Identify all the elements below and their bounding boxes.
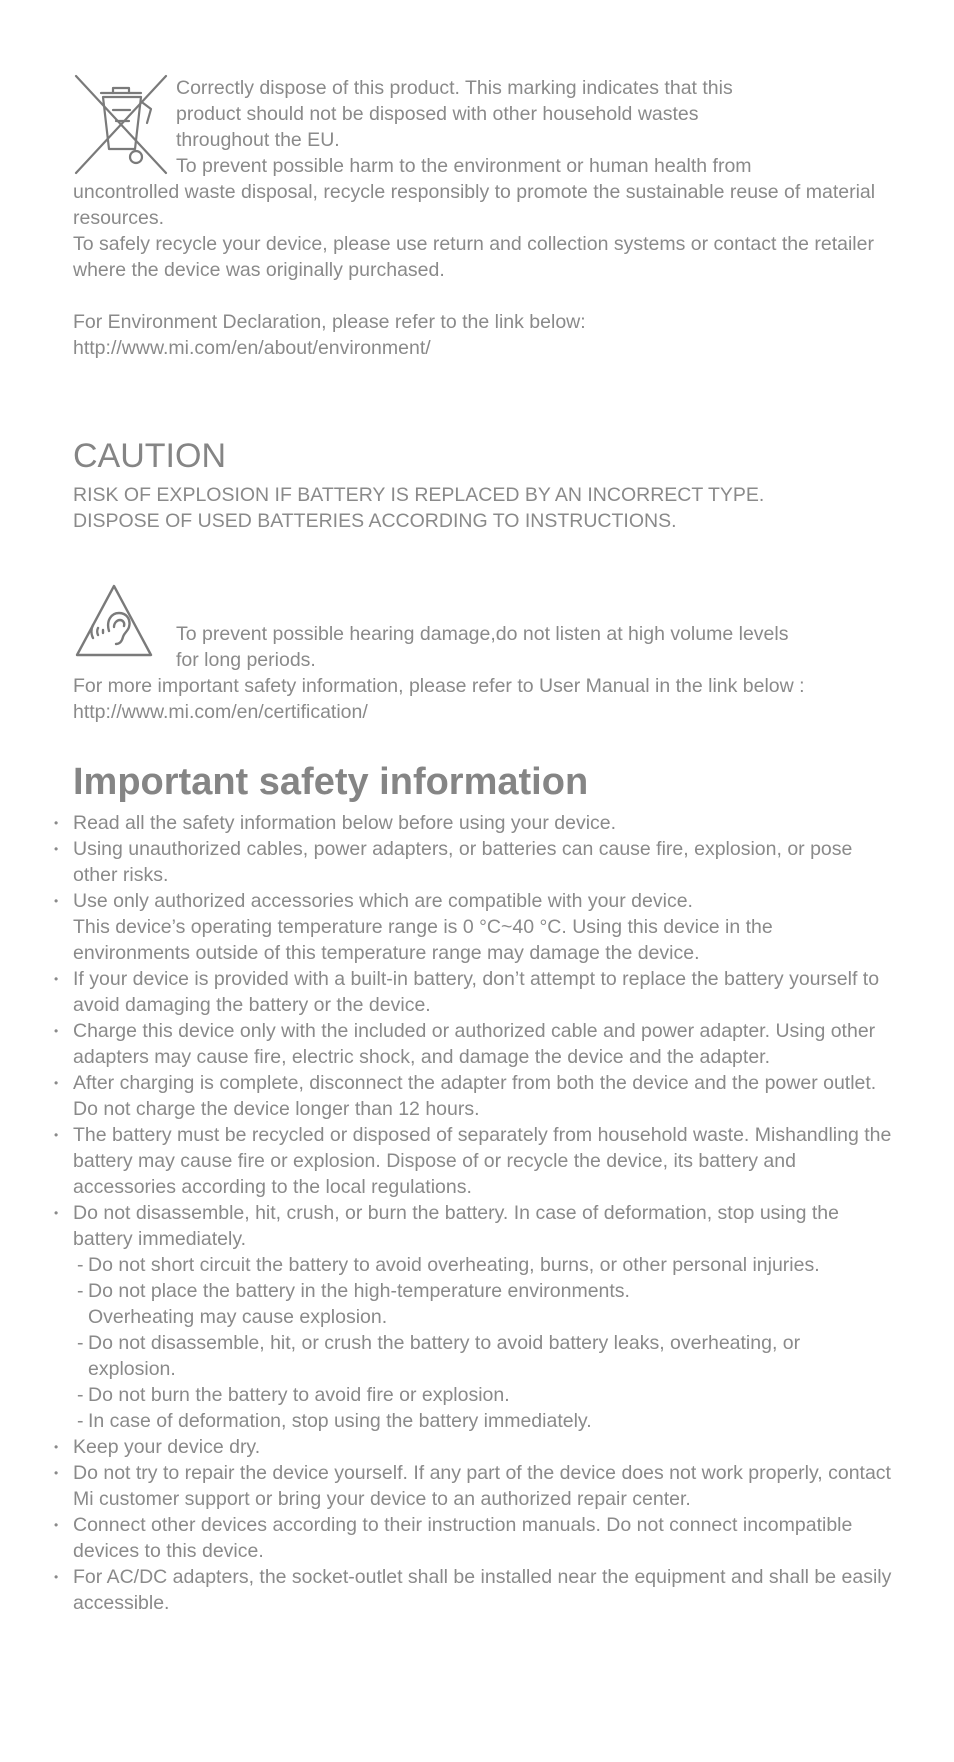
safety-title: Important safety information: [73, 761, 589, 803]
sub-list-item-text: Overheating may cause explosion.: [88, 1306, 388, 1328]
sub-list-item: [88, 1278, 893, 1330]
list-item: • Keep your device dry.: [73, 1434, 893, 1460]
list-item-text: Use only authorized accessories which are compatible with your device.: [73, 890, 693, 912]
weee-paragraph-continued: uncontrolled waste disposal, recycle responsibly to promote the sustainable reuse of material resources.: [73, 181, 876, 229]
weee-line-3: throughout the EU.: [176, 129, 340, 151]
battery-sublist: [73, 1252, 893, 1434]
list-item-text: Do not disassemble, hit, crush, or burn the battery. In case of deformation, stop using the battery immediately.: [73, 1202, 839, 1250]
hearing-line-1: To prevent possible hearing damage,do not listen at high volume levels: [176, 623, 789, 645]
sub-list-item: - Do not disassemble, hit, or crush the battery to avoid battery leaks, overheating, or explosion.: [88, 1330, 893, 1382]
weee-disposal-section: [73, 75, 893, 361]
crossed-out-wheelie-bin-icon: [73, 73, 169, 179]
sub-list-item: - Do not short circuit the battery to avoid overheating, burns, or other personal injuries.: [88, 1252, 893, 1278]
sub-list-item: - Do not burn the battery to avoid fire or explosion.: [88, 1382, 893, 1408]
sub-list-item: - In case of deformation, stop using the battery immediately.: [88, 1408, 893, 1434]
list-item: • Charge this device only with the included or authorized cable and power adapter. Using other adapters may cause fire, electric shock, and damage the device and the adapter.: [73, 1018, 893, 1070]
list-item: • Connect other devices according to their instruction manuals. Do not connect incompatible devices to this device.: [73, 1512, 893, 1564]
list-item: [73, 888, 893, 966]
safety-section: [73, 760, 893, 1616]
caution-line-2: DISPOSE OF USED BATTERIES ACCORDING TO INSTRUCTIONS.: [73, 510, 677, 532]
list-item: • The battery must be recycled or disposed of separately from household waste. Mishandling the battery may cause fire or explosion. Dispose of or recycle the device, its battery and accessories according to the local regulations.: [73, 1122, 893, 1200]
list-item: [73, 1200, 893, 1434]
weee-line-1: Correctly dispose of this product. This marking indicates that this: [176, 77, 733, 99]
list-item-text: This device’s operating temperature range is 0 °C~40 °C. Using this device in the environments outside of this temperature range may damage the device.: [73, 916, 773, 964]
hearing-damage-warning-icon: [73, 583, 171, 659]
environment-declaration-label: For Environment Declaration, please refer to the link below:: [73, 311, 586, 333]
hearing-line-2: for long periods.: [176, 649, 316, 671]
caution-section: [73, 436, 893, 534]
environment-declaration-link[interactable]: http://www.mi.com/en/about/environment/: [73, 337, 431, 359]
hearing-warning-section: [73, 583, 893, 725]
list-item: • Using unauthorized cables, power adapters, or batteries can cause fire, explosion, or pose other risks.: [73, 836, 893, 888]
weee-line-2: product should not be disposed with other household wastes: [176, 103, 699, 125]
safety-list: [73, 810, 893, 1616]
weee-recycle-paragraph: To safely recycle your device, please use return and collection systems or contact the retailer where the device was originally purchased.: [73, 233, 874, 281]
list-item: • Do not try to repair the device yourself. If any part of the device does not work properly, contact Mi customer support or bring your device to an authorized repair center.: [73, 1460, 893, 1512]
weee-line-4: To prevent possible harm to the environment or human health from: [176, 155, 752, 177]
sub-list-item-text: Do not place the battery in the high-temperature environments.: [88, 1280, 630, 1302]
list-item: • Read all the safety information below before using your device.: [73, 810, 893, 836]
list-item: • For AC/DC adapters, the socket-outlet shall be installed near the equipment and shall be easily accessible.: [73, 1564, 893, 1616]
certification-link[interactable]: http://www.mi.com/en/certification/: [73, 701, 368, 723]
more-safety-info-label: For more important safety information, please refer to User Manual in the link below :: [73, 675, 805, 697]
list-item: • After charging is complete, disconnect the adapter from both the device and the power outlet. Do not charge the device longer than 12 hours.: [73, 1070, 893, 1122]
caution-title: CAUTION: [73, 437, 226, 475]
list-item: • If your device is provided with a built-in battery, don’t attempt to replace the battery yourself to avoid damaging the battery or the device.: [73, 966, 893, 1018]
document-page: [73, 75, 893, 1616]
caution-line-1: RISK OF EXPLOSION IF BATTERY IS REPLACED BY AN INCORRECT TYPE.: [73, 484, 765, 506]
